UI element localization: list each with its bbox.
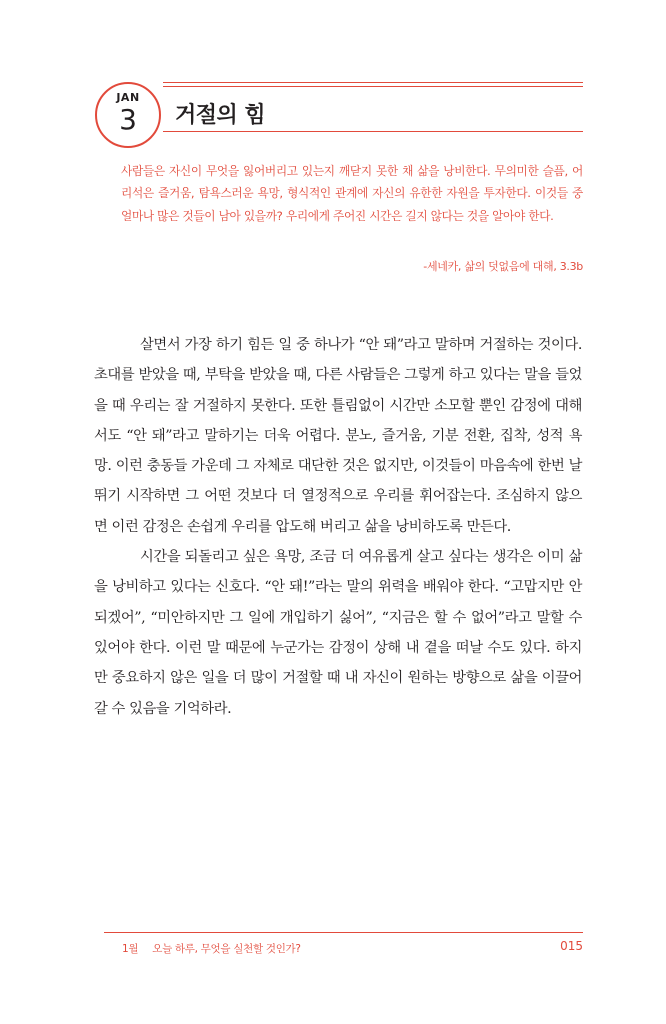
footer-rule: [104, 932, 583, 933]
footer-running-title: 오늘 하루, 무엇을 실천할 것인가?: [152, 943, 301, 955]
page-number: 015: [560, 939, 583, 953]
footer-chapter: 1월: [122, 943, 139, 955]
body-paragraph: 살면서 가장 하기 힘든 일 중 하나가 “안 돼”라고 말하며 거절하는 것이다. 초대를 받았을 때, 부탁을 받았을 때, 다른 사람들은 그렇게 하고 있다는 말을 들었을 때 우리는 잘 거절하지 못한다. 또한 틀림없이 시간만 소모할 뿐인 감정에 대해서도 “안 돼”라고 말하기는 더욱 어렵다. 분노, 즐거움, 기분 전환, 집착, 성적 욕망. 이런 충동들 가운데 그 자체로 대단한 것은 없지만, 이것들이 마음속에 한번 날뛰기 시작하면 그 어떤 것보다 더 열정적으로 우리를 휘어잡는다. 조심하지 않으면 이런 감정은 손쉽게 우리를 압도해 버리고 삶을 낭비하도록 만든다.: [94, 337, 582, 535]
date-badge: [95, 82, 161, 148]
date-month: JAN: [116, 91, 140, 104]
body-text: [94, 330, 582, 724]
date-day: 3: [119, 103, 137, 136]
quote-attribution: -세네카, 삶의 덧없음에 대해, 3.3b: [423, 260, 583, 273]
body-paragraph: 시간을 되돌리고 싶은 욕망, 조금 더 여유롭게 살고 싶다는 생각은 이미 삶을 낭비하고 있다는 신호다. “안 돼!”라는 말의 위력을 배워야 한다. “고맙지만 안 되겠어”, “미안하지만 그 일에 개입하기 싫어”, “지금은 할 수 없어”라고 말할 수 있어야 한다. 이런 말 때문에 누군가는 감정이 상해 내 곁을 떠날 수도 있다. 하지만 중요하지 않은 일을 더 많이 거절할 때 내 자신이 원하는 방향으로 삶을 이끌어갈 수 있음을 기억하라.: [94, 549, 582, 717]
header-rule-bottom: [163, 131, 583, 132]
header-rule-top-second: [163, 86, 583, 87]
running-footer: [122, 941, 301, 956]
epigraph-quote: 사람들은 자신이 무엇을 잃어버리고 있는지 깨닫지 못한 채 삶을 낭비한다. 무의미한 슬픔, 어리석은 즐거움, 탐욕스러운 욕망, 형식적인 관계에 자신의 유한한 자원을 투자한다. 이것들 중 얼마나 많은 것들이 남아 있을까? 우리에게 주어진 시간은 길지 않다는 것을 알아야 한다.: [121, 164, 583, 223]
page-title: 거절의 힘: [175, 103, 266, 128]
header-rule-top: [163, 82, 583, 83]
